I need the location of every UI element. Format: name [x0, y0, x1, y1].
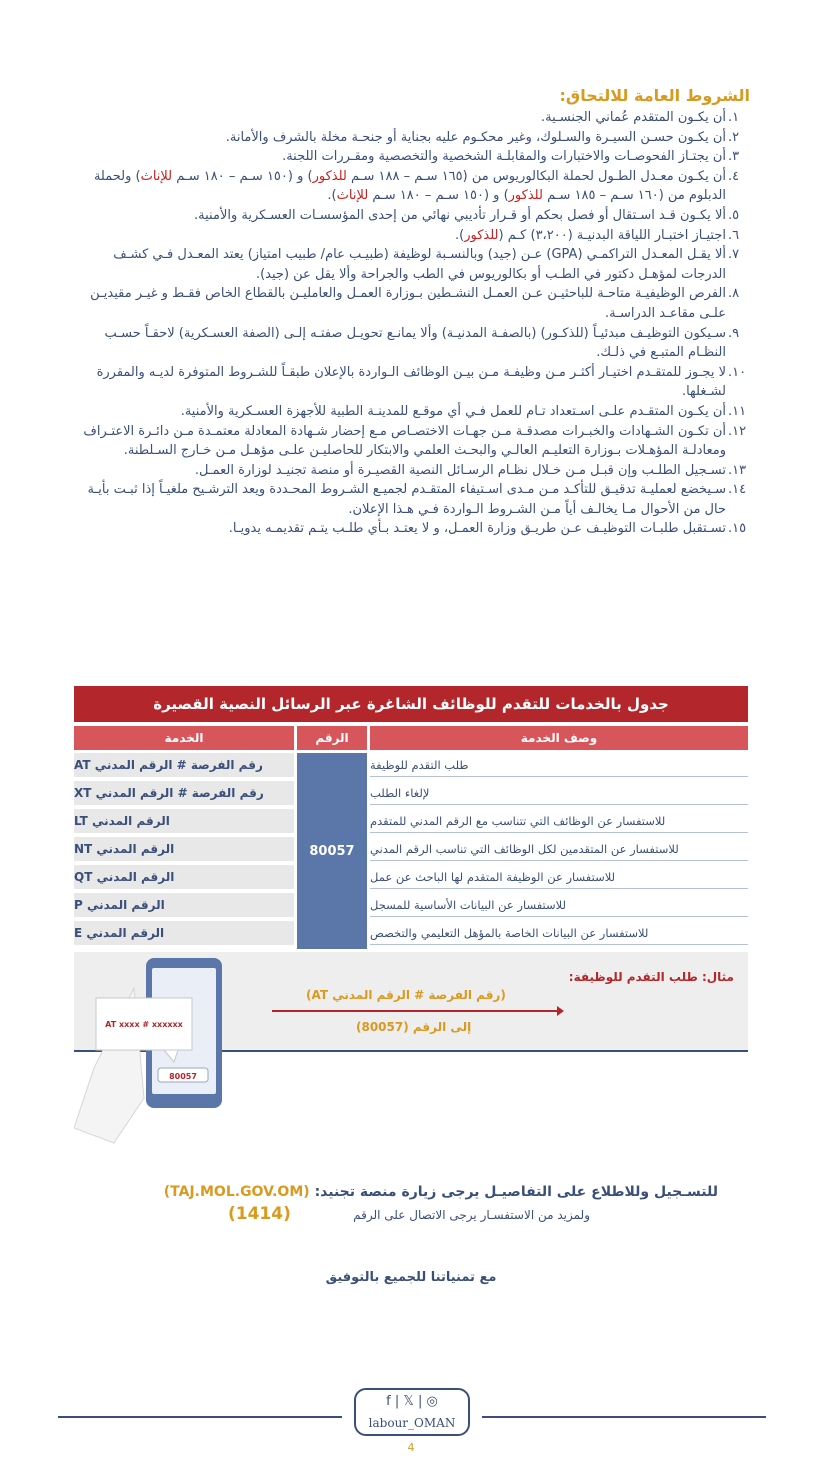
- condition-item: [72, 108, 752, 128]
- command-cell: الرقم المدني QT: [74, 865, 294, 889]
- services-table-title: جدول بالخدمات للتقدم للوظائف الشاغرة عبر الرسائل النصية القصيرة: [74, 686, 748, 722]
- condition-item: [72, 461, 752, 481]
- conditions-list: [72, 108, 752, 539]
- condition-item: [72, 167, 752, 206]
- item-text: أن تكـون الشـهادات والخبـرات مصدقـة مـن جهـات الاختصـاص مـع إحضار شـهادة المعادلة معتمـدة مـن دائـرة الاعتـراف ومعادلـة المؤهـلات بـوزارة التعليـم العالـي والبحـث العلمي والابتكار للحاصليـن علـى مؤهـل مـن خـارج السـلطنة.: [83, 423, 726, 459]
- condition-item: [72, 363, 752, 402]
- registration-url[interactable]: (TAJ.MOL.GOV.OM): [163, 1184, 310, 1200]
- item-text: أن يكـون المتقـدم علـى اسـتعداد تـام للعمل فـي أي موقـع للمدينـة الطبية للأجهزة العسـكرية والأمنية.: [180, 403, 726, 419]
- example-command: (رقم الفرصة # الرقم المدني AT): [306, 988, 506, 1002]
- facebook-icon[interactable]: f: [386, 1394, 391, 1409]
- registration-text: للتسـجيل وللاطلاع على التفاصيـل يرجى زيارة منصة تجنيد:: [314, 1184, 718, 1200]
- social-handle: labour_OMAN: [368, 1416, 456, 1430]
- item-text: لا يجـوز للمتقـدم اختيـار أكثـر مـن وظيفـة مـن بيـن الوظائف الـواردة بالإعلان طبقـاً للشـروط المتوفرة لديـه والمقررة لشـغلها.: [96, 364, 726, 400]
- description-cell: للاستفسار عن البيانات الخاصة بالمؤهل التعليمي والتخصص: [370, 921, 748, 945]
- example-destination: إلى الرقم (80057): [356, 1020, 472, 1034]
- column-header-number: الرقم: [297, 726, 367, 750]
- item-number: .٩: [728, 325, 740, 341]
- x-icon[interactable]: 𝕏: [403, 1394, 414, 1409]
- item-number: .٨: [728, 286, 740, 302]
- item-number: .١٤: [728, 482, 747, 498]
- condition-item: [72, 226, 752, 246]
- condition-item: [72, 284, 752, 323]
- text-part: ) و (١٥٠ سـم – ١٨٠ سـم: [368, 188, 509, 204]
- item-number: .١٥: [728, 521, 747, 537]
- description-cell: لإلغاء الطلب: [370, 781, 748, 805]
- item-number: .٥: [728, 207, 740, 223]
- sms-number-cell: 80057: [297, 753, 367, 949]
- item-number: .٦: [728, 227, 740, 243]
- item-number: .٢: [728, 129, 740, 145]
- text-part: اجتيـاز اختبـار اللياقة البدنيـة (٣،٢٠٠) كـم (: [498, 227, 726, 243]
- description-cell: للاستفسار عن المتقدمين لكل الوظائف التي تناسب الرقم المدني: [370, 837, 748, 861]
- bubble-text: AT xxxx # xxxxxx: [105, 1020, 183, 1029]
- closing-wishes: مع تمنياتنا للجميع بالتوفيق: [325, 1270, 497, 1285]
- item-number: .١٠: [728, 364, 747, 380]
- page-number: 4: [407, 1441, 415, 1454]
- item-text: تسـجيل الطلـب وإن قبـل مـن خـلال نظـام الرسـائل النصية القصيـرة أو منصة تجنيـد لوزارة العمـل.: [194, 462, 726, 478]
- social-icons: f | 𝕏 | ◎: [386, 1394, 438, 1409]
- condition-item: [72, 206, 752, 226]
- male-highlight: للذكور: [508, 188, 543, 204]
- condition-item: [72, 147, 752, 167]
- text-part: ) و (١٥٠ سـم – ١٨٠ سـم: [172, 168, 313, 184]
- item-number: .١: [728, 110, 740, 125]
- female-highlight: للإناث: [336, 188, 369, 204]
- item-number: .٣: [728, 149, 740, 165]
- item-text: أن يكـون حسـن السيـرة والسـلوك، وغير محكـوم عليه بجناية أو جنحـة مخلة بالشرف والأمانة.: [225, 129, 726, 145]
- description-cell: طلب التقدم للوظيفة: [370, 753, 748, 777]
- condition-item: [72, 402, 752, 422]
- command-cell: الرقم المدني LT: [74, 809, 294, 833]
- condition-item: [72, 422, 752, 461]
- phone-number-text: 80057: [169, 1072, 197, 1081]
- item-number: .١٣: [728, 462, 747, 478]
- item-number: .١٢: [728, 423, 747, 439]
- item-number: .١١: [728, 403, 747, 419]
- female-highlight: للإناث: [140, 168, 173, 184]
- item-text: أن يجتـاز الفحوصـات والاختبارات والمقابلـة الشخصية والتخصصية ومقـررات اللجنة.: [282, 149, 726, 165]
- item-text: تسـتقبل طلبـات التوظيـف عـن طريـق وزارة العمـل، و لا يعتـد بـأي طلـب يتـم تقديمـه يدويـا.: [228, 521, 726, 537]
- command-cell: الرقم المدني P: [74, 893, 294, 917]
- item-number: .٧: [728, 247, 740, 263]
- footer-rule-right: [482, 1416, 766, 1418]
- item-text: ألا يقـل المعـدل التراكمـي (GPA) عـن (جيد) وبالنسـبة لوظيفة (طبيـب عام/ طبيب امتياز) يعتد المعـدل فـي كشـف الدرجات لمؤهـل دكتور في الطـب أو بكالوريوس في الطب والجراحة وألا يقل عن (جيد).: [113, 247, 726, 282]
- description-cell: للاستفسار عن الوظائف التي تتناسب مع الرقم المدني للمتقدم: [370, 809, 748, 833]
- male-highlight: للذكور: [464, 227, 499, 243]
- text-part: ) ولحملة الدبلوم من (١٦٠ سـم – ١٨٥ سـم: [93, 168, 726, 204]
- item-text: سـيكون التوظيـف مبدئيـاً (للذكـور) (بالصفـة المدنيـة) وألا يمانـع تحويـل صفتـه إلـى (الصفة العسـكرية) لاحقـاً حسـب النظـام المتبـع في ذلـك.: [104, 325, 726, 361]
- conditions-title: الشروط العامة للالتحاق:: [559, 86, 750, 105]
- item-text: الفرص الوظيفيـة متاحـة للباحثيـن عـن العمـل النشـطين بـوزارة العمـل والعامليـن بالقطاع الخاص فقـط و غيـر مقيديـن علـى مقاعـد الدراسـة.: [90, 286, 726, 321]
- instagram-icon[interactable]: ◎: [426, 1394, 438, 1409]
- description-cell: للاستفسار عن الوظيفة المتقدم لها الباحث عن عمل: [370, 865, 748, 889]
- item-number: .٤: [728, 168, 740, 184]
- command-cell: رقم الفرصة # الرقم المدني XT: [74, 781, 294, 805]
- item-text: أن يكـون المتقدم عُماني الجنسـية.: [540, 110, 726, 125]
- condition-item: [72, 245, 752, 284]
- description-cell: للاستفسار عن البيانات الأساسية للمسجل: [370, 893, 748, 917]
- command-cell: رقم الفرصة # الرقم المدني AT: [74, 753, 294, 777]
- registration-line: [164, 1184, 718, 1200]
- more-info-text: ولمزيد من الاستفسـار يرجى الاتصال على الرقم: [353, 1208, 590, 1222]
- column-header-service: الخدمة: [74, 726, 294, 750]
- condition-item: [72, 519, 752, 539]
- item-text: [72, 226, 726, 246]
- condition-item: [72, 480, 752, 519]
- example-title: مثال: طلب التقدم للوظيفة:: [568, 970, 734, 984]
- footer-rule-left: [58, 1416, 342, 1418]
- social-box: [354, 1388, 470, 1436]
- item-text: [72, 167, 726, 206]
- item-text: سـيخضع لعمليـة تدقيـق للتأكـد مـن مـدى اسـتيفاء المتقـدم لجميـع الشـروط المحـددة ويعد الترشـيح ملغيـاً إذا ثبـت بأيـة حال من الأحوال مـا يخالـف أياً مـن الشـروط الـواردة فـي هـذا الإعلان.: [87, 482, 726, 517]
- male-highlight: للذكور: [312, 168, 347, 184]
- services-table: [74, 686, 748, 952]
- phone-illustration: [74, 958, 234, 1148]
- condition-item: [72, 128, 752, 148]
- command-cell: الرقم المدني E: [74, 921, 294, 945]
- text-part: أن يكـون معـدل الطـول لحملة البكالوريوس من (١٦٥ سـم – ١٨٨ سـم: [346, 168, 726, 184]
- text-part: ).: [327, 188, 337, 204]
- hotline-number: (1414): [228, 1204, 291, 1224]
- arrow-icon: [272, 1010, 562, 1012]
- column-header-description: وصف الخدمة: [370, 726, 748, 750]
- condition-item: [72, 324, 752, 363]
- item-text: ألا يكـون قـد اسـتقال أو فصل بحكم أو قـرار تأديبي نهائي من إحدى المؤسسـات العسـكرية والأمنية.: [194, 207, 726, 223]
- command-cell: الرقم المدني NT: [74, 837, 294, 861]
- text-part: ).: [455, 227, 465, 243]
